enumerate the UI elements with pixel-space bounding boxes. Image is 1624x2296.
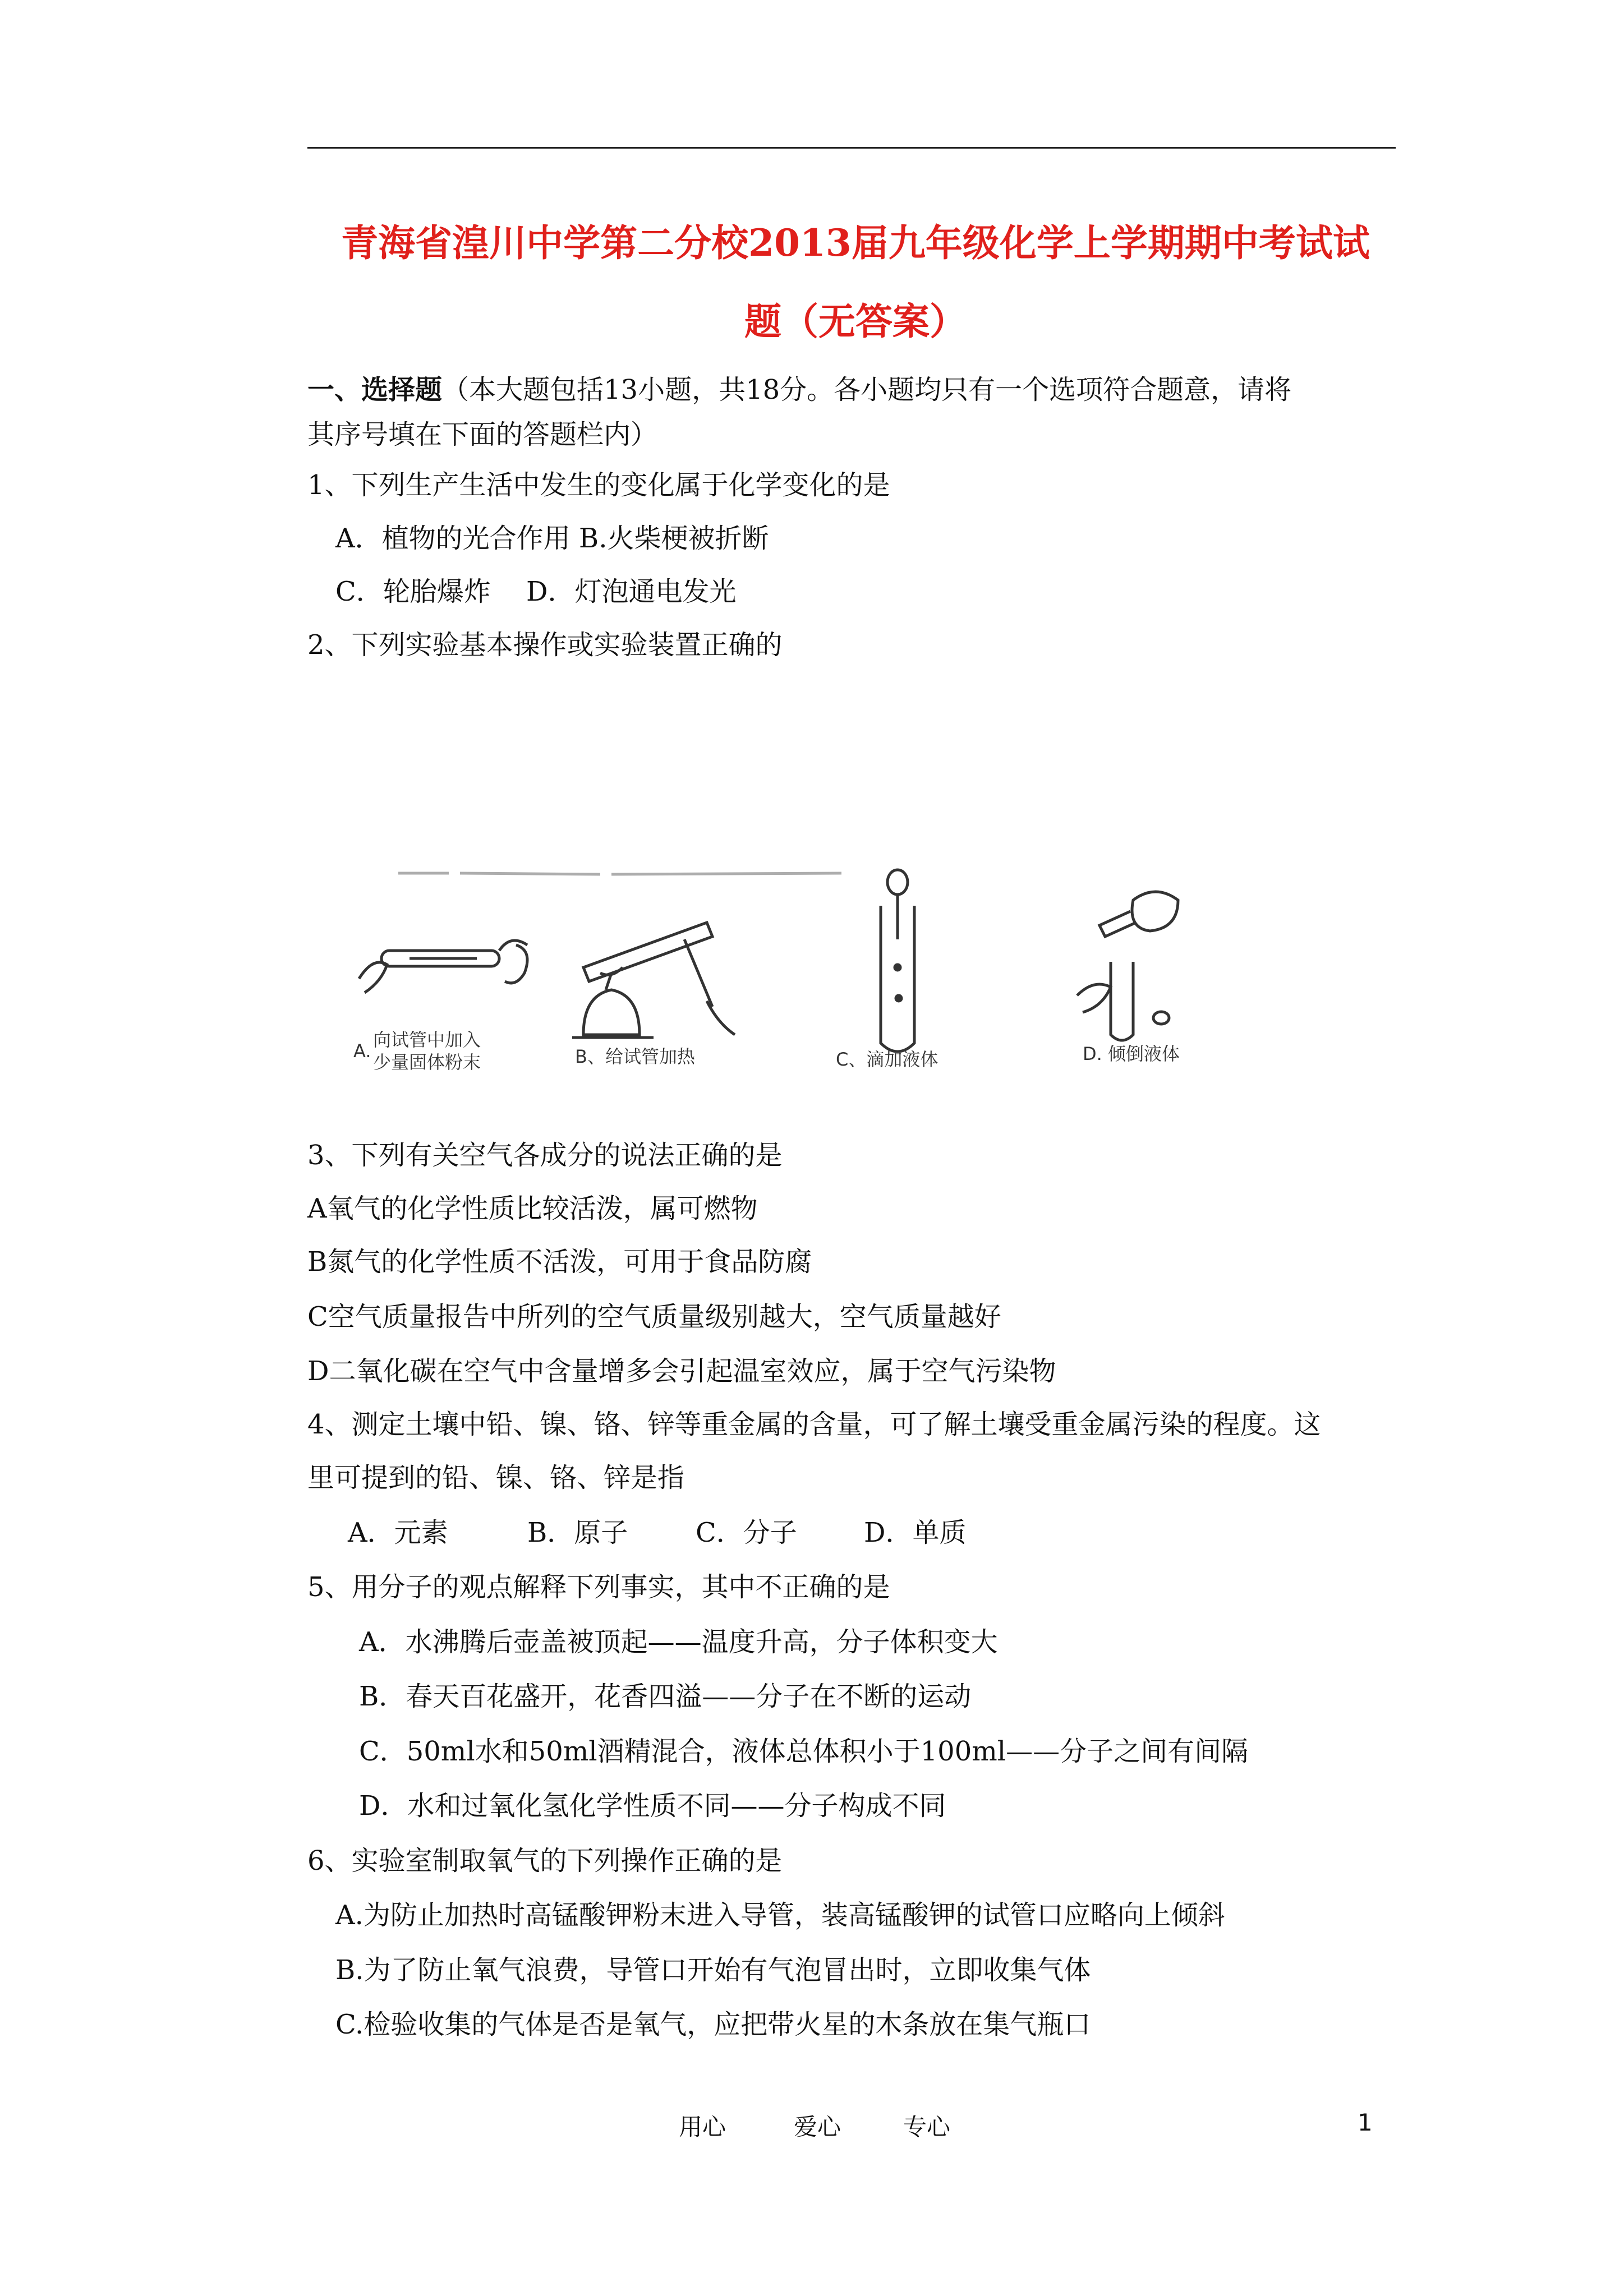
q3-option-b: B氮气的化学性质不活泼，可用于食品防腐 <box>307 1246 812 1278</box>
q3-option-d: D二氧化碳在空气中含量增多会引起温室效应，属于空气污染物 <box>307 1356 1056 1387</box>
q5-option-d: D．水和过氧化氢化学性质不同——分子构成不同 <box>359 1790 946 1822</box>
q5-option-b: B．春天百花盛开，花香四溢——分子在不断的运动 <box>359 1681 972 1712</box>
q4-option-a: A．元素 <box>348 1517 448 1548</box>
section-desc-1: （本大题包括13小题，共18分。各小题均只有一个选项符合题意，请将 <box>442 374 1292 405</box>
q3-option-c: C空气质量报告中所列的空气质量级别越大，空气质量越好 <box>307 1301 1001 1333</box>
q3-stem: 3、下列有关空气各成分的说法正确的是 <box>307 1140 783 1171</box>
q4-option-b: B．原子 <box>527 1517 628 1548</box>
page-title-line2: 题（无答案） <box>744 299 967 343</box>
figure-label-a-line2: 少量固体粉末 <box>373 1052 481 1073</box>
figure-label-b: B、给试管加热 <box>575 1046 695 1067</box>
figure-label-d: D. 倾倒液体 <box>1083 1043 1180 1064</box>
header-rule <box>307 147 1396 149</box>
q4-option-d: D．单质 <box>864 1517 967 1548</box>
figure-label-a-line1: 向试管中加入 <box>373 1029 481 1050</box>
figure-label-c: C、滴加液体 <box>836 1049 938 1070</box>
q4-stem-line2: 里可提到的铅、镍、铬、锌是指 <box>307 1462 685 1493</box>
q3-option-a: A氧气的化学性质比较活泼，属可燃物 <box>307 1193 758 1224</box>
q2-figure <box>348 866 1189 1091</box>
footer-motto-1: 用心 <box>679 2113 726 2141</box>
section-heading: 一、选择题 <box>307 374 443 405</box>
footer-motto-2: 爱心 <box>794 2113 841 2141</box>
scan-remnant <box>398 873 841 874</box>
q4-stem-line1: 4、测定土壤中铅、镍、铬、锌等重金属的含量，可了解土壤受重金属污染的程度。这 <box>307 1409 1321 1440</box>
figure-label-a-prefix: A. <box>353 1040 371 1062</box>
q1-stem: 1、下列生产生活中发生的变化属于化学变化的是 <box>307 469 890 501</box>
q5-option-a: A．水沸腾后壶盖被顶起——温度升高，分子体积变大 <box>359 1626 998 1658</box>
q5-option-c: C．50ml水和50ml酒精混合，液体总体积小于100ml——分子之间有间隔 <box>359 1736 1249 1767</box>
q4-option-c: C．分子 <box>696 1517 797 1548</box>
q6-option-a: A.为防止加热时高锰酸钾粉末进入导管，装高锰酸钾的试管口应略向上倾斜 <box>335 1899 1225 1931</box>
q6-stem: 6、实验室制取氧气的下列操作正确的是 <box>307 1845 783 1877</box>
apparatus-c-icon <box>881 870 914 1052</box>
apparatus-a-icon <box>359 940 527 993</box>
q1-options-row1: A．植物的光合作用 B.火柴梗被折断 <box>335 523 769 554</box>
apparatus-d-icon <box>1077 892 1178 1040</box>
page-title-line1: 青海省湟川中学第二分校2013届九年级化学上学期期中考试试 <box>341 221 1370 265</box>
footer-motto-3: 专心 <box>903 2113 951 2141</box>
q1-options-row2: C．轮胎爆炸 D．灯泡通电发光 <box>335 576 737 607</box>
section-1-intro <box>307 373 1291 407</box>
q2-stem: 2、下列实验基本操作或实验装置正确的 <box>307 629 783 661</box>
apparatus-b-icon <box>572 923 735 1038</box>
q6-option-b: B.为了防止氧气浪费，导管口开始有气泡冒出时，立即收集气体 <box>335 1954 1091 1986</box>
q6-option-c: C.检验收集的气体是否是氧气，应把带火星的木条放在集气瓶口 <box>335 2009 1091 2040</box>
q5-stem: 5、用分子的观点解释下列事实，其中不正确的是 <box>307 1571 890 1603</box>
q4-options <box>348 1516 967 1550</box>
section-desc-2: 其序号填在下面的答题栏内） <box>307 419 658 450</box>
page-number: 1 <box>1358 2109 1373 2136</box>
